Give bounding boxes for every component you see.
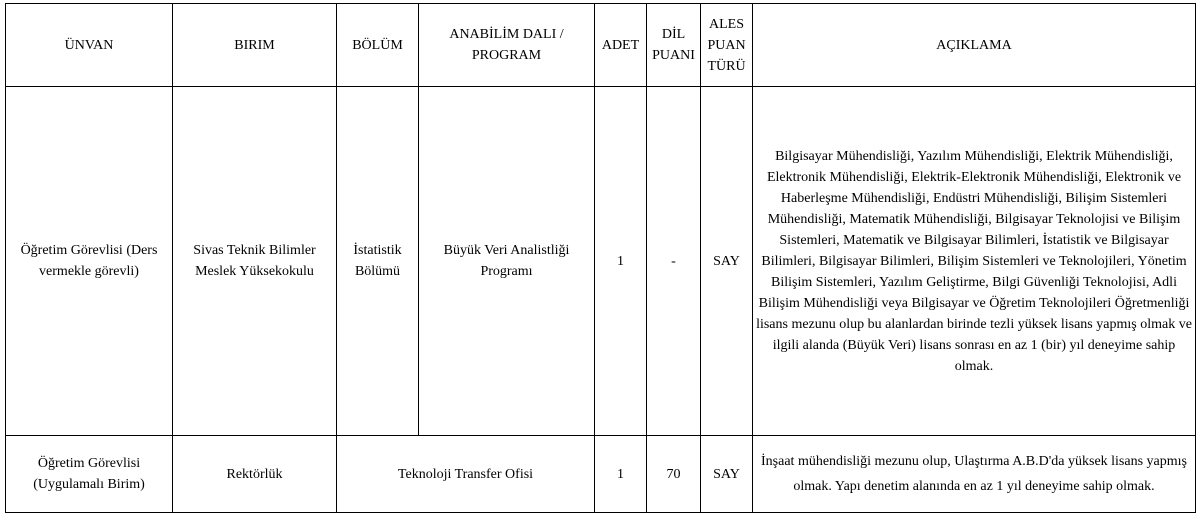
- cell-ales: SAY: [701, 436, 753, 513]
- cell-adet: 1: [595, 436, 647, 513]
- header-unvan: ÜNVAN: [6, 4, 173, 87]
- cell-unvan: Öğretim Görevlisi (Ders vermekle görevli): [6, 87, 173, 436]
- cell-dil: 70: [647, 436, 701, 513]
- cell-unvan: Öğretim Görevlisi (Uygulamalı Birim): [6, 436, 173, 513]
- cell-birim: Rektörlük: [173, 436, 337, 513]
- header-ales: ALES PUAN TÜRÜ: [701, 4, 753, 87]
- cell-dil: -: [647, 87, 701, 436]
- header-anabilim: ANABİLİM DALI / PROGRAM: [419, 4, 595, 87]
- cell-aciklama: İnşaat mühendisliği mezunu olup, Ulaştırma A.B.D'da yüksek lisans yapmış olmak. Yapı denetim alanında en az 1 yıl deneyime sahip olmak.: [753, 436, 1196, 513]
- cell-program: Teknoloji Transfer Ofisi: [337, 436, 595, 513]
- table-row: [6, 87, 1196, 436]
- cell-adet: 1: [595, 87, 647, 436]
- header-dil: DİL PUANI: [647, 4, 701, 87]
- positions-table: [5, 3, 1196, 513]
- cell-ales: SAY: [701, 87, 753, 436]
- header-aciklama: AÇIKLAMA: [753, 4, 1196, 87]
- cell-aciklama: Bilgisayar Mühendisliği, Yazılım Mühendisliği, Elektrik Mühendisliği, Elektronik Mühendisliği, Elektrik-Elektronik Mühendisliği, Elektronik ve Haberleşme Mühendisliği, Endüstri Mühendisliği, Bilişim Sistemleri Mühendisliği, Matematik Mühendisliği, Bilgisayar Teknolojisi ve Bilişim Sistemleri, Matematik ve Bilgisayar Bilimleri, İstatistik ve Bilgisayar Bilimleri, Bilgisayar Bilimleri, Bilişim Sistemleri ve Teknolojileri, Yönetim Bilişim Sistemleri, Yazılım Geliştirme, Bilgi Güvenliği Teknolojisi, Adli Bilişim Mühendisliği veya Bilgisayar ve Öğretim Teknolojileri Öğretmenliği lisans mezunu olup bu alanlardan birinde tezli yüksek lisans yapmış olmak ve ilgili alanda (Büyük Veri) lisans sonrası en az 1 (bir) yıl deneyime sahip olmak.: [753, 87, 1196, 436]
- header-row: [6, 4, 1196, 87]
- header-bolum: BÖLÜM: [337, 4, 419, 87]
- table-row: [6, 436, 1196, 513]
- header-adet: ADET: [595, 4, 647, 87]
- cell-birim: Sivas Teknik Bilimler Meslek Yüksekokulu: [173, 87, 337, 436]
- header-birim: BIRIM: [173, 4, 337, 87]
- cell-program: Büyük Veri Analistliği Programı: [419, 87, 595, 436]
- cell-bolum: İstatistik Bölümü: [337, 87, 419, 436]
